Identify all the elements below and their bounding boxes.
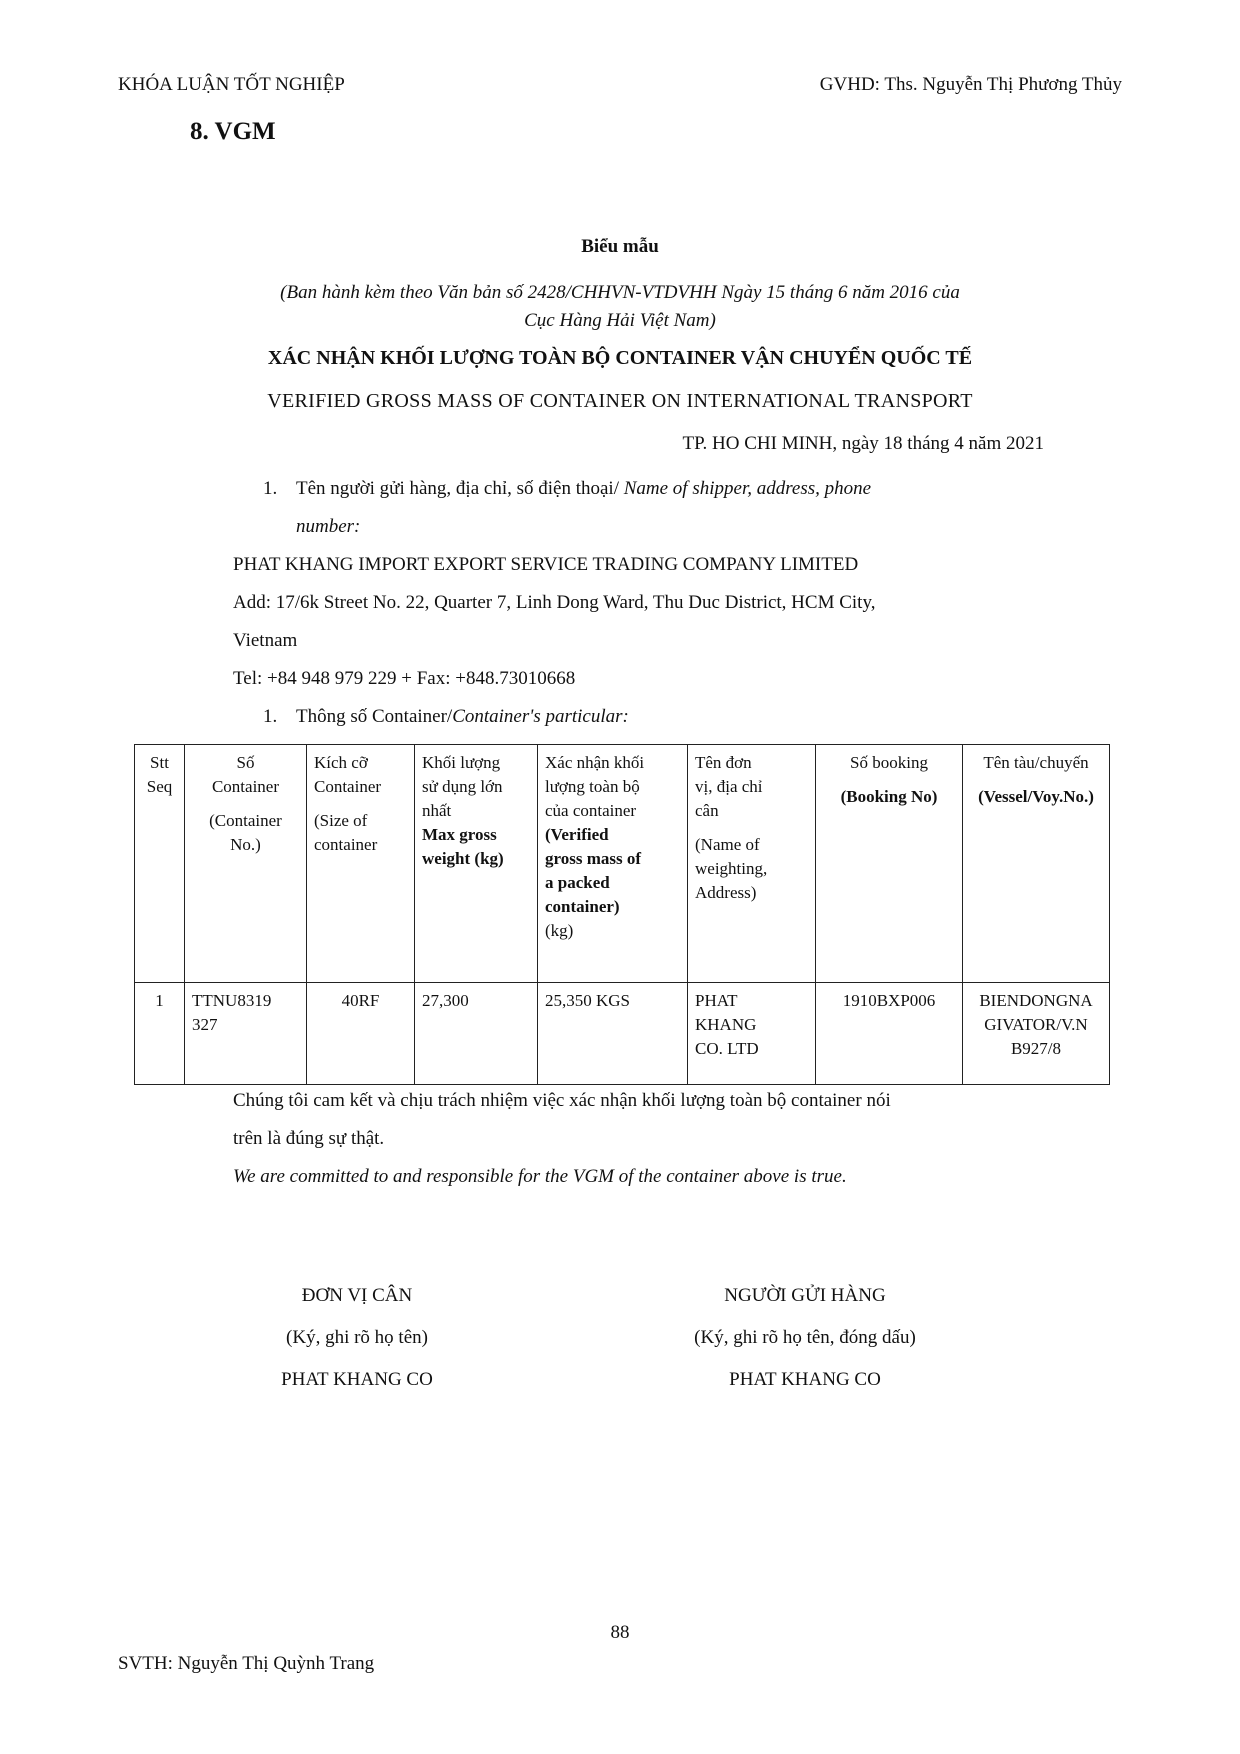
header-text: gross mass of: [545, 849, 642, 868]
container-item-label: [263, 706, 629, 728]
header-text: Kích cỡ: [314, 753, 368, 772]
cell-text: B927/8: [1010, 1039, 1062, 1058]
header-text: Xác nhận khối: [545, 753, 645, 772]
cell-text: BIENDONGNA: [979, 991, 1093, 1010]
issued-line-2: Cục Hàng Hải Việt Nam): [524, 310, 716, 331]
cell-weighing-unit: [688, 983, 816, 1085]
header-text: lượng toàn bộ: [545, 777, 640, 796]
cell-text: 327: [192, 1015, 218, 1034]
header-text: Khối lượng: [422, 753, 501, 772]
item-label-vi: Thông số Container/: [296, 706, 453, 727]
header-text: (Vessel/Voy.No.): [978, 787, 1094, 806]
item-number: 1.: [263, 478, 278, 499]
item-label-en-cont: number:: [296, 516, 361, 537]
cell-size: 40RF: [307, 983, 415, 1085]
header-text: cân: [695, 801, 719, 820]
shipper-phone: Tel: +84 948 979 229 + Fax: +848.73010668: [233, 668, 576, 689]
header-text: vị, địa chỉ: [695, 777, 763, 796]
header-text: Address): [695, 883, 757, 902]
footer-author: SVTH: Nguyễn Thị Quỳnh Trang: [118, 1653, 375, 1674]
header-text: của container: [545, 801, 637, 820]
header-left: KHÓA LUẬN TỐT NGHIỆP: [118, 74, 345, 95]
shipper-item-label: [263, 470, 1023, 546]
header-text: No.): [230, 835, 261, 854]
header-seq: [135, 745, 185, 983]
item-label-vi: Tên người gửi hàng, địa chỉ, số điện thoại/: [296, 478, 624, 499]
header-text: (Container: [209, 811, 282, 830]
signature-weighing-unit: [177, 1285, 537, 1411]
place-date: TP. HO CHI MINH, ngày 18 tháng 4 năm 2021: [682, 433, 1044, 454]
signature-title: NGƯỜI GỬI HÀNG: [724, 1285, 886, 1306]
signature-note: (Ký, ghi rõ họ tên): [286, 1327, 428, 1348]
signature-note: (Ký, ghi rõ họ tên, đóng dấu): [694, 1327, 916, 1348]
header-text: (Verified: [545, 825, 609, 844]
shipper-address: Add: 17/6k Street No. 22, Quarter 7, Linh Dong Ward, Thu Duc District, HCM City,: [233, 592, 876, 613]
header-text: container): [545, 897, 620, 916]
header-text: (Size of: [314, 811, 368, 830]
header-text: Số booking: [850, 753, 928, 772]
container-table: [134, 744, 1110, 1085]
issued-note: [0, 279, 1240, 335]
header-vessel: [963, 745, 1110, 983]
table-row: [135, 983, 1110, 1085]
header-text: (Name of: [695, 835, 760, 854]
cell-text: CO. LTD: [695, 1039, 759, 1058]
item-label-en: Name of shipper, address, phone: [623, 478, 872, 499]
page-number: 88: [610, 1622, 630, 1643]
header-container-no: [185, 745, 307, 983]
header-text: (Booking No): [840, 787, 938, 806]
signature-shipper: [625, 1285, 985, 1411]
header-vgm: [538, 745, 688, 983]
commitment-vi-cont: trên là đúng sự thật.: [233, 1128, 385, 1149]
header-right: GVHD: Ths. Nguyễn Thị Phương Thủy: [819, 74, 1122, 95]
item-label-en: Container's particular:: [452, 706, 629, 727]
document-title-en: VERIFIED GROSS MASS OF CONTAINER ON INTERNATIONAL TRANSPORT: [267, 390, 973, 412]
signature-title: ĐƠN VỊ CÂN: [301, 1285, 413, 1306]
commitment-vi: Chúng tôi cam kết và chịu trách nhiệm việc xác nhận khối lượng toàn bộ container nói: [233, 1090, 891, 1111]
header-max-weight: [415, 745, 538, 983]
header-text: Tên tàu/chuyến: [983, 753, 1089, 772]
header-text: Container: [314, 777, 382, 796]
table-header-row: [135, 745, 1110, 983]
header-text: sử dụng lớn: [422, 777, 503, 796]
header-text: Seq: [146, 777, 173, 796]
section-title: 8. VGM: [190, 118, 276, 145]
header-text: weight (kg): [422, 849, 504, 868]
cell-text: TTNU8319: [192, 991, 272, 1010]
document-title-vi: XÁC NHẬN KHỐI LƯỢNG TOÀN BỘ CONTAINER VẬN CHUYỂN QUỐC TẾ: [267, 347, 973, 369]
cell-text: PHAT: [695, 991, 738, 1010]
header-text: Max gross: [422, 825, 497, 844]
signature-name: PHAT KHANG CO: [729, 1369, 881, 1390]
header-size: [307, 745, 415, 983]
header-booking: [816, 745, 963, 983]
header-weighing-unit: [688, 745, 816, 983]
header-text: nhất: [422, 801, 452, 820]
header-text: (kg): [545, 921, 574, 940]
header-text: Container: [211, 777, 280, 796]
header-text: container: [314, 835, 378, 854]
shipper-address-cont: Vietnam: [233, 630, 298, 651]
issued-line-1: (Ban hành kèm theo Văn bản số 2428/CHHVN-VTDVHH Ngày 15 tháng 6 năm 2016 của: [280, 282, 960, 303]
cell-text: KHANG: [695, 1015, 757, 1034]
cell-vgm: 25,350 KGS: [538, 983, 688, 1085]
header-text: a packed: [545, 873, 610, 892]
header-text: Số: [236, 753, 255, 772]
header-text: weighting,: [695, 859, 768, 878]
cell-vessel: [963, 983, 1110, 1085]
cell-max-weight: 27,300: [415, 983, 538, 1085]
cell-container-no: [185, 983, 307, 1085]
signature-name: PHAT KHANG CO: [281, 1369, 433, 1390]
cell-text: GIVATOR/V.N: [984, 1015, 1088, 1034]
form-label: Biểu mẫu: [581, 236, 659, 257]
shipper-name: PHAT KHANG IMPORT EXPORT SERVICE TRADING COMPANY LIMITED: [233, 554, 859, 575]
header-text: Tên đơn: [695, 753, 752, 772]
cell-booking: 1910BXP006: [816, 983, 963, 1085]
commitment-en: We are committed to and responsible for the VGM of the container above is true.: [233, 1166, 847, 1187]
cell-seq: 1: [135, 983, 185, 1085]
header-text: Stt: [150, 753, 169, 772]
item-number: 1.: [263, 706, 278, 727]
